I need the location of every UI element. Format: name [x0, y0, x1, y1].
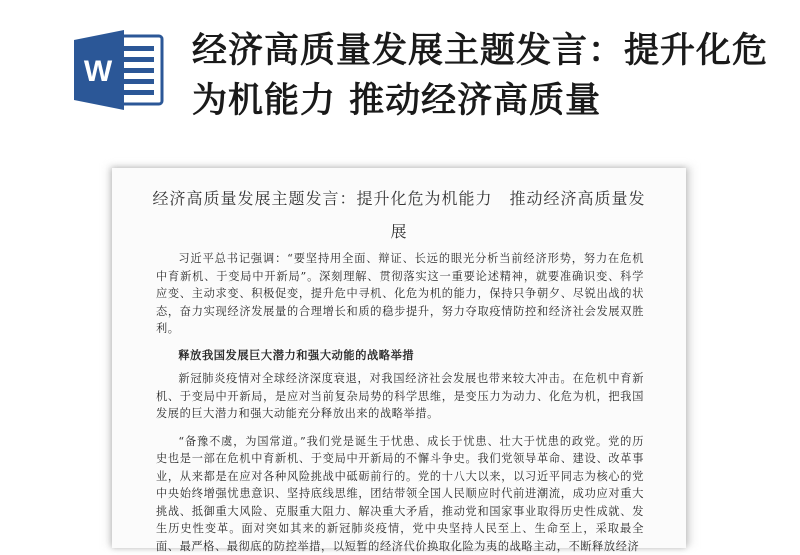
section-heading: 释放我国发展巨大潜力和强大动能的战略举措 [156, 347, 644, 365]
page-title: 经济高质量发展主题发言：提升化危为机能力 推动经济高质量 [192, 26, 782, 126]
paragraph: 新冠肺炎疫情对全球经济深度衰退，对我国经济社会发展也带来较大冲击。在危机中育新机、于变局中开新局，是应对当前复杂局势的科学思维，是变压力为动力、化危为机，把我国发展的巨大潜力和强大动能充分释放出来的战略举措。 [156, 370, 644, 423]
paragraph: “备豫不虞，为国常道。”我们党是诞生于忧患、成长于忧患、壮大于忧患的政党。党的历史也是一部在危机中育新机、于变局中开新局的不懈斗争史。我们党领导革命、建设、改革事业，从来都是在应对各种风险挑战中砥砺前行的。党的十八大以来，以习近平同志为核心的党中央始终增强忧患意识、坚持底线思维，团结带领全国人民顺应时代前进潮流，成功应对重大挑战、抵御重大风险、克服重大阻力、解决重大矛盾，推动党和国家事业取得历史性成就、发生历史性变革。面对突如其来的新冠肺炎疫情，党中央坚持人民至上、生命至上，采取最全面、最严格、最彻底的防控举措，以短暂的经济代价换取化险为夷的战略主动，不断释放经济 [156, 433, 644, 555]
paragraph-intro: 习近平总书记强调：“要坚持用全面、辩证、长远的眼光分析当前经济形势，努力在危机中育新机、于变局中开新局”。深刻理解、贯彻落实这一重要论述精神，就要准确识变、科学应变、主动求变、积极促变，提升危中寻机、化危为机的能力，保持只争朝夕、尽锐出战的状态，奋力实现经济发展量的合理增长和质的稳步提升，努力夺取疫情防控和经济社会发展双胜利。 [156, 250, 644, 338]
word-icon [74, 30, 166, 110]
document-body [156, 250, 644, 555]
document-page [112, 168, 686, 548]
svg-text:W: W [84, 55, 113, 88]
document-title: 经济高质量发展主题发言：提升化危为机能力 推动经济高质量发展 [152, 182, 646, 248]
